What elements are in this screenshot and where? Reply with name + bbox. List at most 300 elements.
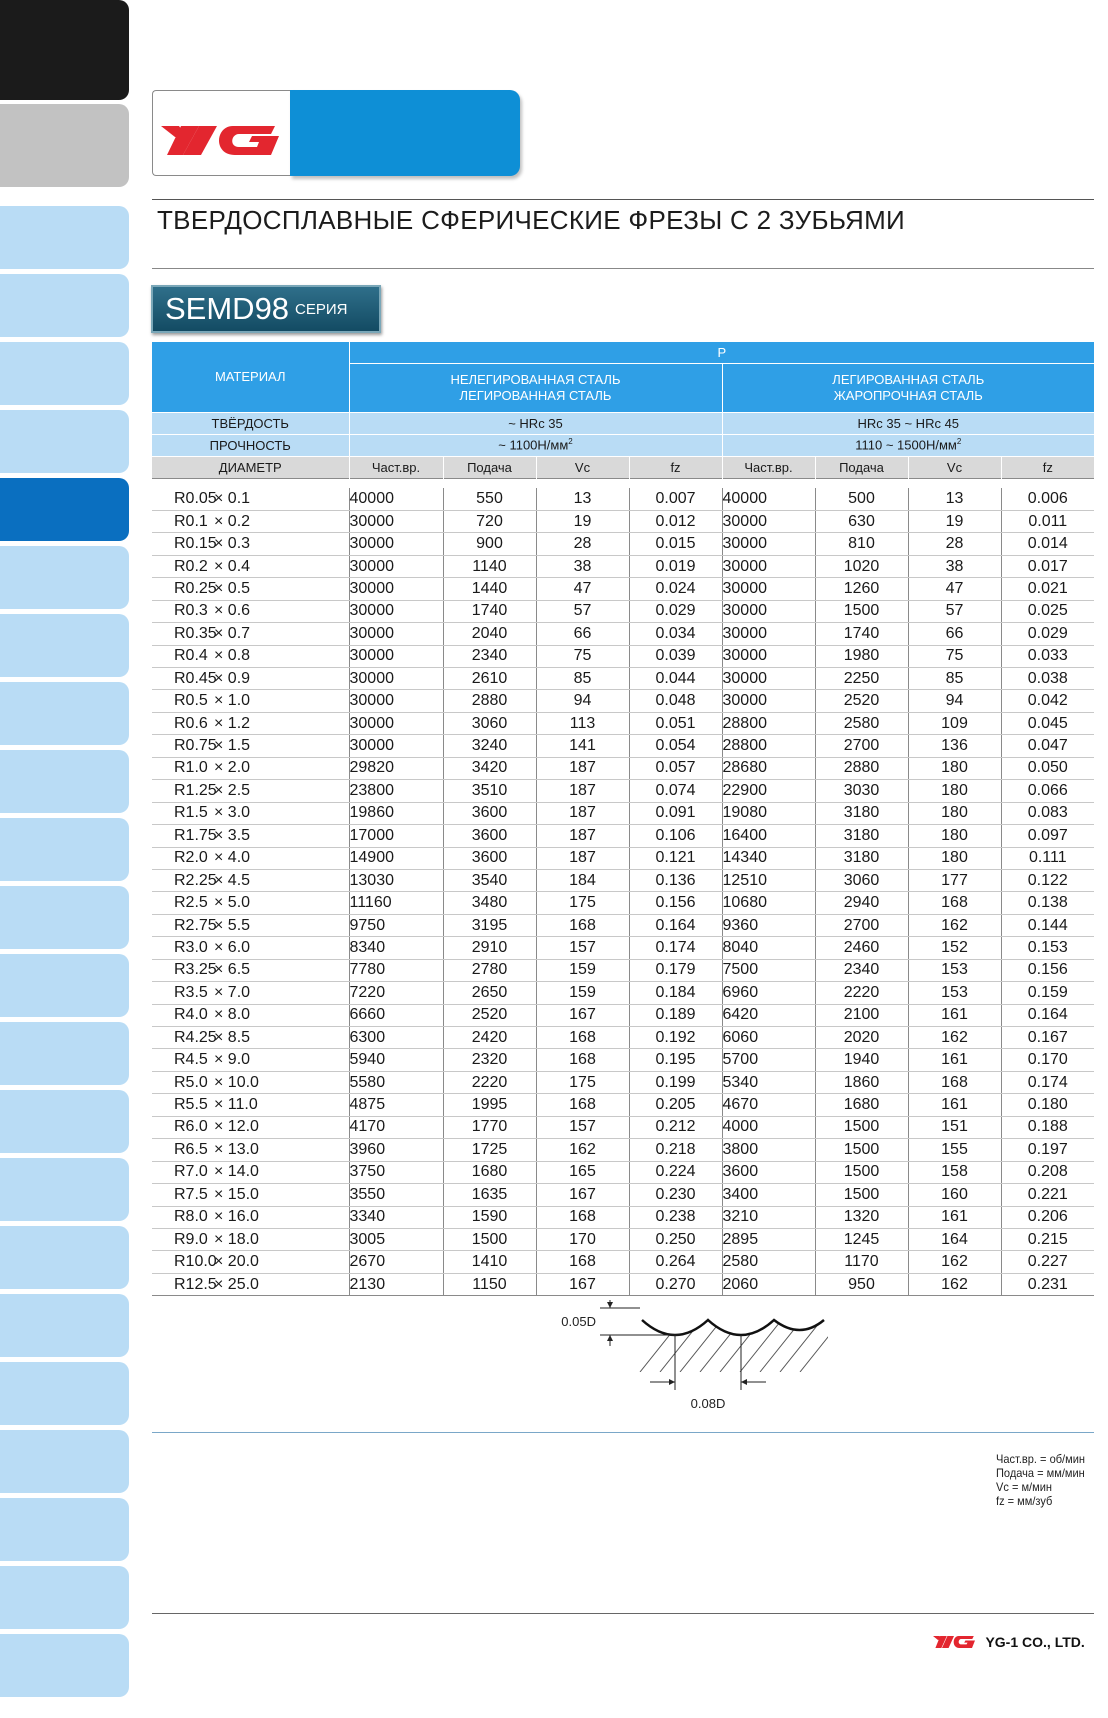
radius-value: R12.5 bbox=[174, 1275, 217, 1293]
vc-1-cell: 141 bbox=[536, 735, 629, 757]
fz-2-cell: 0.033 bbox=[1001, 645, 1094, 667]
feed-2-cell: 1940 bbox=[815, 1049, 908, 1071]
rpm-1-cell: 30000 bbox=[349, 623, 443, 645]
vc-1-cell: 168 bbox=[536, 1251, 629, 1273]
fz-2-cell: 0.047 bbox=[1001, 735, 1094, 757]
fz-1-cell: 0.007 bbox=[629, 488, 722, 510]
vc-2-cell: 85 bbox=[908, 668, 1001, 690]
diameter-cell bbox=[152, 825, 349, 847]
feed-2-cell: 1500 bbox=[815, 1161, 908, 1183]
fz-1-cell: 0.199 bbox=[629, 1071, 722, 1093]
vc-2-cell: 161 bbox=[908, 1049, 1001, 1071]
footer-rule bbox=[152, 1613, 1094, 1614]
rpm-1-cell: 23800 bbox=[349, 780, 443, 802]
fz-1-cell: 0.044 bbox=[629, 668, 722, 690]
rpm-2-cell: 2895 bbox=[722, 1228, 815, 1250]
diameter-value: × 20.0 bbox=[214, 1253, 259, 1271]
diameter-value: × 0.8 bbox=[214, 647, 251, 665]
vc-2-cell: 180 bbox=[908, 825, 1001, 847]
diameter-cell bbox=[152, 533, 349, 555]
rpm-2-cell: 30000 bbox=[722, 578, 815, 600]
radius-value: R7.0 bbox=[174, 1163, 208, 1181]
group-2-name-line2: ЖАРОПРОЧНАЯ СТАЛЬ bbox=[833, 387, 983, 403]
feed-2-cell: 1500 bbox=[815, 1116, 908, 1138]
vc-2-cell: 75 bbox=[908, 645, 1001, 667]
table-row bbox=[152, 982, 1094, 1004]
fz-1-cell: 0.121 bbox=[629, 847, 722, 869]
section-tab bbox=[0, 954, 129, 1017]
radius-value: R3.5 bbox=[174, 983, 208, 1001]
strength-label: ПРОЧНОСТЬ bbox=[152, 434, 349, 456]
diameter-cell bbox=[152, 1004, 349, 1026]
vc-1-cell: 162 bbox=[536, 1139, 629, 1161]
feed-1-cell: 550 bbox=[443, 488, 536, 510]
fz-1-cell: 0.012 bbox=[629, 510, 722, 532]
diameter-cell bbox=[152, 1094, 349, 1116]
rpm-1-cell: 14900 bbox=[349, 847, 443, 869]
diameter-value: × 13.0 bbox=[214, 1140, 259, 1158]
fz-1-cell: 0.019 bbox=[629, 555, 722, 577]
table-row bbox=[152, 1273, 1094, 1295]
feed-2-cell: 3030 bbox=[815, 780, 908, 802]
feed-2-cell: 1500 bbox=[815, 1184, 908, 1206]
radius-value: R0.15 bbox=[174, 535, 217, 553]
fz-1-cell: 0.205 bbox=[629, 1094, 722, 1116]
vc-1-cell: 168 bbox=[536, 1094, 629, 1116]
vc-2-cell: 180 bbox=[908, 757, 1001, 779]
feed-1-cell: 1590 bbox=[443, 1206, 536, 1228]
radius-value: R2.75 bbox=[174, 916, 217, 934]
vc-1-cell: 13 bbox=[536, 488, 629, 510]
radius-value: R5.5 bbox=[174, 1096, 208, 1114]
vc-2-cell: 47 bbox=[908, 578, 1001, 600]
fz-2-cell: 0.029 bbox=[1001, 623, 1094, 645]
feed-1-cell: 1440 bbox=[443, 578, 536, 600]
rpm-2-cell: 4000 bbox=[722, 1116, 815, 1138]
diameter-value: × 25.0 bbox=[214, 1275, 259, 1293]
rpm-1-cell: 19860 bbox=[349, 802, 443, 824]
vc-2-cell: 168 bbox=[908, 892, 1001, 914]
yg-logo bbox=[153, 91, 293, 177]
diameter-value: × 0.9 bbox=[214, 669, 251, 687]
fz-2-cell: 0.038 bbox=[1001, 668, 1094, 690]
rpm-1-cell: 6300 bbox=[349, 1027, 443, 1049]
fz-1-cell: 0.192 bbox=[629, 1027, 722, 1049]
feed-1-cell: 2880 bbox=[443, 690, 536, 712]
table-row bbox=[152, 847, 1094, 869]
diameter-cell bbox=[152, 937, 349, 959]
feed-1-cell: 2420 bbox=[443, 1027, 536, 1049]
feed-2-cell: 1170 bbox=[815, 1251, 908, 1273]
vc-2-cell: 19 bbox=[908, 510, 1001, 532]
section-tab bbox=[0, 1226, 129, 1289]
group-2-name bbox=[722, 363, 1094, 412]
rpm-1-cell: 6660 bbox=[349, 1004, 443, 1026]
fz-2-cell: 0.180 bbox=[1001, 1094, 1094, 1116]
footnote-fz: fz = мм/зуб bbox=[996, 1494, 1053, 1508]
vc-1-cell: 175 bbox=[536, 892, 629, 914]
radius-value: R1.25 bbox=[174, 781, 217, 799]
vc-2-cell: 155 bbox=[908, 1139, 1001, 1161]
fz-1-cell: 0.136 bbox=[629, 869, 722, 891]
vc-1-cell: 113 bbox=[536, 712, 629, 734]
diameter-value: × 0.5 bbox=[214, 579, 251, 597]
vc-1-cell: 168 bbox=[536, 914, 629, 936]
fz-2-cell: 0.167 bbox=[1001, 1027, 1094, 1049]
rpm-2-cell: 28680 bbox=[722, 757, 815, 779]
radius-value: R2.0 bbox=[174, 849, 208, 867]
feed-2-cell: 1740 bbox=[815, 623, 908, 645]
rpm-2-cell: 4670 bbox=[722, 1094, 815, 1116]
vc-1-cell: 38 bbox=[536, 555, 629, 577]
radius-value: R9.0 bbox=[174, 1230, 208, 1248]
diameter-value: × 0.4 bbox=[214, 557, 251, 575]
radius-value: R6.5 bbox=[174, 1140, 208, 1158]
feed-1-cell: 1995 bbox=[443, 1094, 536, 1116]
diameter-value: × 18.0 bbox=[214, 1230, 259, 1248]
feed-2-cell: 2880 bbox=[815, 757, 908, 779]
diameter-cell bbox=[152, 1184, 349, 1206]
radius-value: R1.5 bbox=[174, 804, 208, 822]
feed-1-cell: 1140 bbox=[443, 555, 536, 577]
vc-1-cell: 187 bbox=[536, 847, 629, 869]
rpm-2-cell: 6060 bbox=[722, 1027, 815, 1049]
title-rule-top bbox=[152, 199, 1094, 200]
diameter-value: × 15.0 bbox=[214, 1185, 259, 1203]
fz-2-cell: 0.215 bbox=[1001, 1228, 1094, 1250]
group-2-hardness: HRc 35 ~ HRc 45 bbox=[722, 412, 1094, 434]
diameter-cell bbox=[152, 1116, 349, 1138]
section-tab bbox=[0, 886, 129, 949]
series-word: СЕРИЯ bbox=[295, 300, 348, 318]
diameter-cell bbox=[152, 1071, 349, 1093]
table-row bbox=[152, 712, 1094, 734]
group-2-strength-value: 1110 ~ 1500Н/мм bbox=[855, 437, 957, 453]
rpm-1-cell: 5580 bbox=[349, 1071, 443, 1093]
group-1-name bbox=[349, 363, 722, 412]
diameter-value: × 1.0 bbox=[214, 692, 251, 710]
vc-1-cell: 168 bbox=[536, 1027, 629, 1049]
table-row bbox=[152, 869, 1094, 891]
section-tab bbox=[0, 1022, 129, 1085]
diameter-value: × 8.0 bbox=[214, 1006, 251, 1024]
rpm-1-cell: 30000 bbox=[349, 555, 443, 577]
table-row bbox=[152, 1004, 1094, 1026]
rpm-1-cell: 30000 bbox=[349, 645, 443, 667]
vc-1-cell: 85 bbox=[536, 668, 629, 690]
col-vc-2: Vc bbox=[908, 456, 1001, 478]
feed-2-cell: 2250 bbox=[815, 668, 908, 690]
radius-value: R7.5 bbox=[174, 1185, 208, 1203]
section-tab bbox=[0, 342, 129, 405]
feed-2-cell: 3180 bbox=[815, 825, 908, 847]
diameter-cell bbox=[152, 892, 349, 914]
fz-1-cell: 0.212 bbox=[629, 1116, 722, 1138]
vc-1-cell: 28 bbox=[536, 533, 629, 555]
feed-1-cell: 900 bbox=[443, 533, 536, 555]
fz-2-cell: 0.042 bbox=[1001, 690, 1094, 712]
section-tab bbox=[0, 0, 129, 100]
col-rpm-2: Част.вр. bbox=[722, 456, 815, 478]
fz-2-cell: 0.206 bbox=[1001, 1206, 1094, 1228]
table-row bbox=[152, 1139, 1094, 1161]
fz-1-cell: 0.174 bbox=[629, 937, 722, 959]
diameter-cell bbox=[152, 1139, 349, 1161]
series-code: SEMD98 bbox=[165, 291, 290, 326]
table-row bbox=[152, 937, 1094, 959]
brand-banner bbox=[152, 90, 520, 176]
section-tab bbox=[0, 750, 129, 813]
feed-1-cell: 2220 bbox=[443, 1071, 536, 1093]
rpm-1-cell: 3960 bbox=[349, 1139, 443, 1161]
rpm-1-cell: 3750 bbox=[349, 1161, 443, 1183]
vc-1-cell: 187 bbox=[536, 802, 629, 824]
rpm-2-cell: 28800 bbox=[722, 735, 815, 757]
radius-value: R0.05 bbox=[174, 489, 217, 507]
rpm-1-cell: 40000 bbox=[349, 488, 443, 510]
feed-2-cell: 1500 bbox=[815, 1139, 908, 1161]
vc-1-cell: 167 bbox=[536, 1273, 629, 1295]
rpm-2-cell: 14340 bbox=[722, 847, 815, 869]
rpm-2-cell: 22900 bbox=[722, 780, 815, 802]
fz-1-cell: 0.264 bbox=[629, 1251, 722, 1273]
rpm-1-cell: 11160 bbox=[349, 892, 443, 914]
section-tab bbox=[0, 274, 129, 337]
diameter-cell bbox=[152, 869, 349, 891]
diameter-cell bbox=[152, 914, 349, 936]
radius-value: R8.0 bbox=[174, 1208, 208, 1226]
footnote-vc: Vc = м/мин bbox=[996, 1480, 1052, 1494]
fz-1-cell: 0.029 bbox=[629, 600, 722, 622]
diameter-value: × 1.2 bbox=[214, 714, 251, 732]
vc-1-cell: 94 bbox=[536, 690, 629, 712]
vc-1-cell: 167 bbox=[536, 1004, 629, 1026]
rpm-1-cell: 3005 bbox=[349, 1228, 443, 1250]
feed-2-cell: 2940 bbox=[815, 892, 908, 914]
feed-1-cell: 720 bbox=[443, 510, 536, 532]
vc-2-cell: 109 bbox=[908, 712, 1001, 734]
table-row bbox=[152, 1184, 1094, 1206]
fz-2-cell: 0.159 bbox=[1001, 982, 1094, 1004]
table-row bbox=[152, 1094, 1094, 1116]
rpm-2-cell: 40000 bbox=[722, 488, 815, 510]
fz-1-cell: 0.054 bbox=[629, 735, 722, 757]
table-row bbox=[152, 959, 1094, 981]
diameter-cell bbox=[152, 735, 349, 757]
rpm-1-cell: 4170 bbox=[349, 1116, 443, 1138]
diameter-value: × 16.0 bbox=[214, 1208, 259, 1226]
radius-value: R0.45 bbox=[174, 669, 217, 687]
rpm-2-cell: 30000 bbox=[722, 510, 815, 532]
feed-2-cell: 2220 bbox=[815, 982, 908, 1004]
radius-value: R3.0 bbox=[174, 938, 208, 956]
diameter-label: ДИАМЕТР bbox=[152, 456, 349, 478]
radius-value: R0.4 bbox=[174, 647, 208, 665]
fz-2-cell: 0.111 bbox=[1001, 847, 1094, 869]
table-row bbox=[152, 645, 1094, 667]
rpm-1-cell: 3340 bbox=[349, 1206, 443, 1228]
fz-1-cell: 0.051 bbox=[629, 712, 722, 734]
feed-2-cell: 2700 bbox=[815, 735, 908, 757]
fz-2-cell: 0.097 bbox=[1001, 825, 1094, 847]
depth-label: 0.05D bbox=[561, 1314, 596, 1329]
diameter-value: × 0.2 bbox=[214, 512, 251, 530]
feed-1-cell: 3195 bbox=[443, 914, 536, 936]
vc-2-cell: 164 bbox=[908, 1228, 1001, 1250]
rpm-1-cell: 29820 bbox=[349, 757, 443, 779]
fz-2-cell: 0.050 bbox=[1001, 757, 1094, 779]
fz-1-cell: 0.048 bbox=[629, 690, 722, 712]
feed-1-cell: 1500 bbox=[443, 1228, 536, 1250]
vc-1-cell: 175 bbox=[536, 1071, 629, 1093]
feed-2-cell: 1500 bbox=[815, 600, 908, 622]
feed-2-cell: 1020 bbox=[815, 555, 908, 577]
diameter-cell bbox=[152, 1228, 349, 1250]
company-name: YG-1 CO., LTD. bbox=[985, 1633, 1085, 1650]
table-row bbox=[152, 1228, 1094, 1250]
group-1-name-line1: НЕЛЕГИРОВАННАЯ СТАЛЬ bbox=[450, 371, 621, 387]
vc-1-cell: 57 bbox=[536, 600, 629, 622]
fz-1-cell: 0.164 bbox=[629, 914, 722, 936]
table-row bbox=[152, 1161, 1094, 1183]
feed-1-cell: 1770 bbox=[443, 1116, 536, 1138]
table-row bbox=[152, 735, 1094, 757]
rpm-2-cell: 6420 bbox=[722, 1004, 815, 1026]
rpm-2-cell: 3800 bbox=[722, 1139, 815, 1161]
vc-2-cell: 153 bbox=[908, 959, 1001, 981]
section-tab bbox=[0, 614, 129, 677]
footnote-feed: Подача = мм/мин bbox=[996, 1466, 1085, 1480]
col-fz-2: fz bbox=[1001, 456, 1094, 478]
vc-1-cell: 66 bbox=[536, 623, 629, 645]
table-row bbox=[152, 1071, 1094, 1093]
fz-2-cell: 0.045 bbox=[1001, 712, 1094, 734]
rpm-1-cell: 2670 bbox=[349, 1251, 443, 1273]
fz-2-cell: 0.153 bbox=[1001, 937, 1094, 959]
rpm-1-cell: 30000 bbox=[349, 735, 443, 757]
vc-2-cell: 162 bbox=[908, 1273, 1001, 1295]
table-row bbox=[152, 1206, 1094, 1228]
feed-2-cell: 1860 bbox=[815, 1071, 908, 1093]
feed-2-cell: 2100 bbox=[815, 1004, 908, 1026]
vc-2-cell: 66 bbox=[908, 623, 1001, 645]
fz-1-cell: 0.250 bbox=[629, 1228, 722, 1250]
feed-1-cell: 3420 bbox=[443, 757, 536, 779]
fz-1-cell: 0.184 bbox=[629, 982, 722, 1004]
header-gap bbox=[152, 478, 1094, 488]
section-tab bbox=[0, 1634, 129, 1697]
rpm-2-cell: 3400 bbox=[722, 1184, 815, 1206]
section-tab bbox=[0, 1294, 129, 1357]
feed-2-cell: 1320 bbox=[815, 1206, 908, 1228]
rpm-1-cell: 30000 bbox=[349, 668, 443, 690]
feed-1-cell: 2040 bbox=[443, 623, 536, 645]
vc-2-cell: 161 bbox=[908, 1094, 1001, 1116]
radius-value: R2.25 bbox=[174, 871, 217, 889]
fz-1-cell: 0.057 bbox=[629, 757, 722, 779]
section-tab bbox=[0, 410, 129, 473]
fz-1-cell: 0.039 bbox=[629, 645, 722, 667]
table-row bbox=[152, 668, 1094, 690]
fz-2-cell: 0.221 bbox=[1001, 1184, 1094, 1206]
rpm-1-cell: 30000 bbox=[349, 510, 443, 532]
radius-value: R10.0 bbox=[174, 1253, 217, 1271]
vc-1-cell: 187 bbox=[536, 780, 629, 802]
diameter-cell bbox=[152, 555, 349, 577]
rpm-1-cell: 17000 bbox=[349, 825, 443, 847]
diameter-value: × 12.0 bbox=[214, 1118, 259, 1136]
material-label: МАТЕРИАЛ bbox=[152, 342, 349, 412]
radius-value: R5.0 bbox=[174, 1073, 208, 1091]
radius-value: R0.3 bbox=[174, 602, 208, 620]
feed-1-cell: 1680 bbox=[443, 1161, 536, 1183]
diameter-value: × 1.5 bbox=[214, 737, 251, 755]
rpm-1-cell: 30000 bbox=[349, 600, 443, 622]
table-row bbox=[152, 802, 1094, 824]
pitch-label: 0.08D bbox=[690, 1396, 726, 1411]
diameter-value: × 0.6 bbox=[214, 602, 251, 620]
unit-footnotes bbox=[996, 1452, 1093, 1508]
section-tab bbox=[0, 478, 129, 541]
rpm-2-cell: 10680 bbox=[722, 892, 815, 914]
rpm-2-cell: 5700 bbox=[722, 1049, 815, 1071]
vc-2-cell: 162 bbox=[908, 914, 1001, 936]
vc-2-cell: 152 bbox=[908, 937, 1001, 959]
vc-2-cell: 136 bbox=[908, 735, 1001, 757]
feed-2-cell: 3180 bbox=[815, 802, 908, 824]
feed-1-cell: 1740 bbox=[443, 600, 536, 622]
diameter-cell bbox=[152, 578, 349, 600]
vc-2-cell: 177 bbox=[908, 869, 1001, 891]
fz-1-cell: 0.179 bbox=[629, 959, 722, 981]
section-tab bbox=[0, 818, 129, 881]
rpm-2-cell: 3210 bbox=[722, 1206, 815, 1228]
diameter-value: × 7.0 bbox=[214, 983, 251, 1001]
vc-1-cell: 75 bbox=[536, 645, 629, 667]
footnote-rpm: Част.вр. = об/мин bbox=[996, 1452, 1085, 1466]
radius-value: R0.25 bbox=[174, 579, 217, 597]
feed-1-cell: 1410 bbox=[443, 1251, 536, 1273]
diameter-value: × 14.0 bbox=[214, 1163, 259, 1181]
group-1-strength-value: ~ 1100Н/мм bbox=[498, 437, 569, 453]
rpm-2-cell: 8040 bbox=[722, 937, 815, 959]
fz-1-cell: 0.195 bbox=[629, 1049, 722, 1071]
vc-2-cell: 161 bbox=[908, 1206, 1001, 1228]
vc-2-cell: 162 bbox=[908, 1027, 1001, 1049]
rpm-2-cell: 2580 bbox=[722, 1251, 815, 1273]
feed-2-cell: 1680 bbox=[815, 1094, 908, 1116]
diameter-cell bbox=[152, 645, 349, 667]
fz-2-cell: 0.227 bbox=[1001, 1251, 1094, 1273]
fz-2-cell: 0.083 bbox=[1001, 802, 1094, 824]
group-2-name-line1: ЛЕГИРОВАННАЯ СТАЛЬ bbox=[832, 371, 985, 387]
diameter-value: × 4.0 bbox=[214, 849, 251, 867]
group-1-strength-exponent: 2 bbox=[568, 437, 573, 447]
diameter-cell bbox=[152, 959, 349, 981]
section-tab-strip bbox=[0, 0, 129, 1718]
rpm-2-cell: 7500 bbox=[722, 959, 815, 981]
rpm-2-cell: 19080 bbox=[722, 802, 815, 824]
diameter-cell bbox=[152, 488, 349, 510]
rpm-1-cell: 5940 bbox=[349, 1049, 443, 1071]
vc-2-cell: 57 bbox=[908, 600, 1001, 622]
radius-value: R0.1 bbox=[174, 512, 208, 530]
vc-1-cell: 167 bbox=[536, 1184, 629, 1206]
fz-1-cell: 0.034 bbox=[629, 623, 722, 645]
group-1-strength bbox=[349, 434, 722, 456]
vc-2-cell: 180 bbox=[908, 780, 1001, 802]
feed-1-cell: 3480 bbox=[443, 892, 536, 914]
